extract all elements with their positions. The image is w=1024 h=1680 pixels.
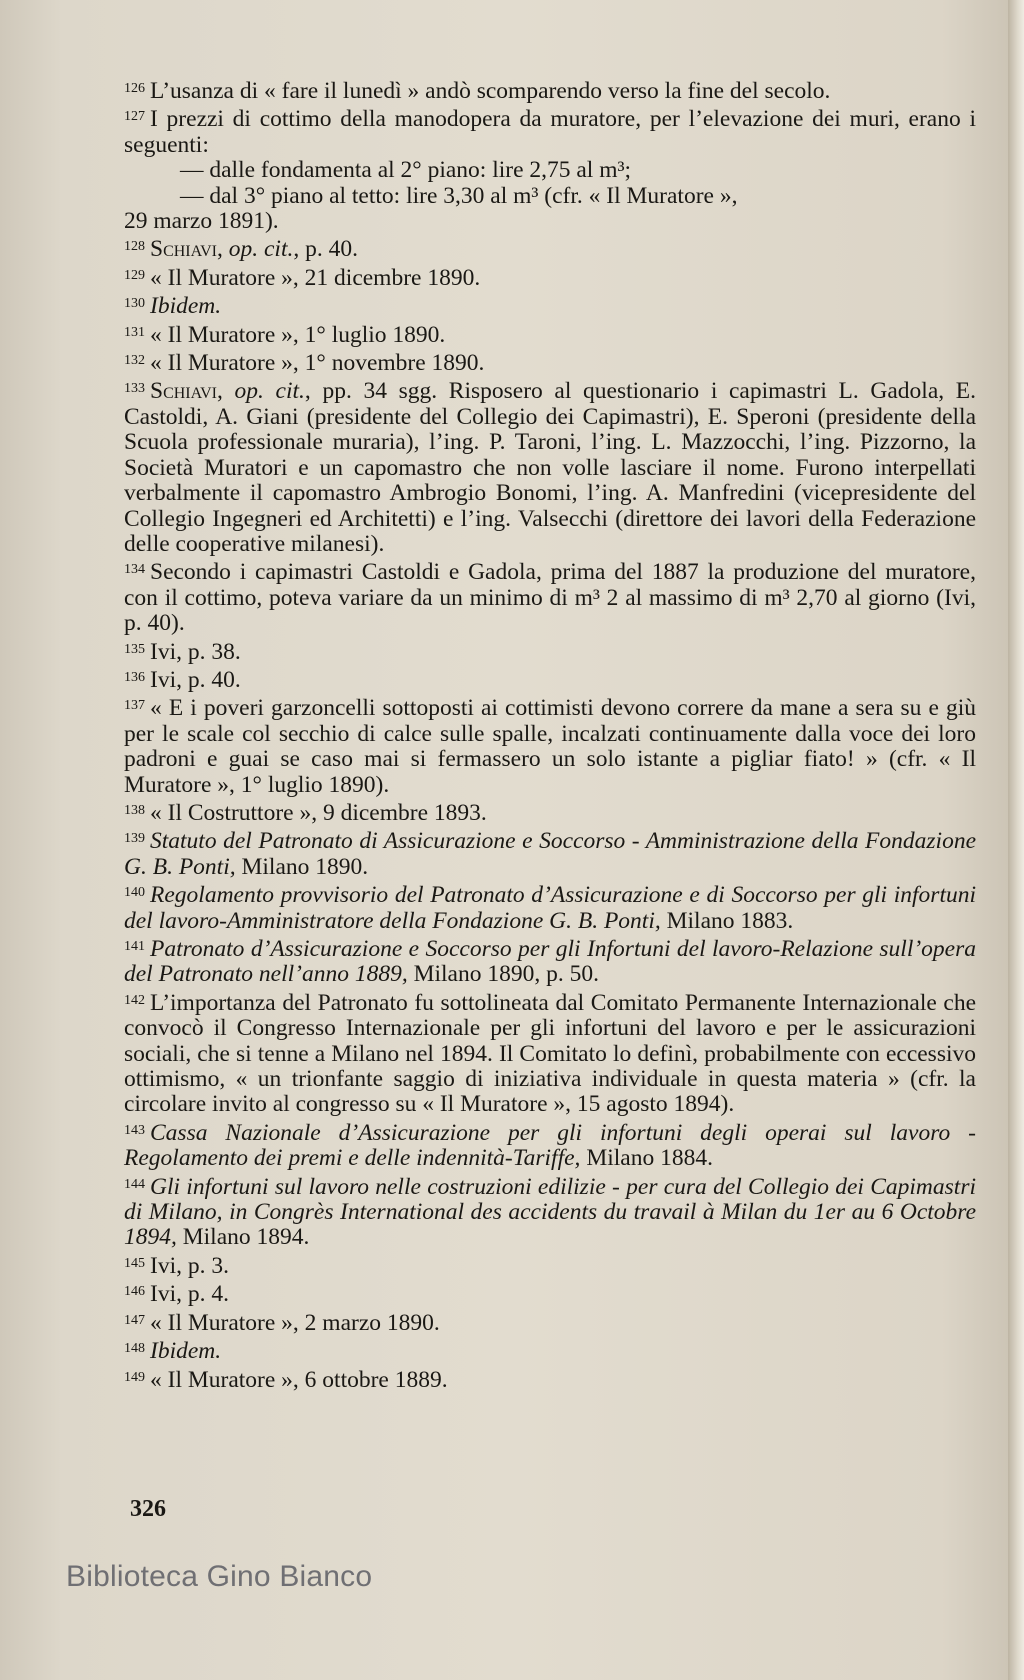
footnote-number: 126 (124, 81, 145, 96)
footnote-number: 129 (124, 267, 145, 283)
footnote-134 (124, 557, 976, 636)
footnote-140: $^{140}$ Regolamento provvisorio del Patronato d’Assicurazione e di Soccorso per gli infortuni del lavoro-Amministratore della Fondazione G. B. Ponti, Milano 1883. (124, 882, 976, 934)
footnote-number: 143 (124, 1122, 145, 1138)
footnote-147 (124, 1308, 976, 1336)
footnote-127-line-3: 29 marzo 1891). (124, 208, 279, 235)
footnote-126 (124, 76, 976, 104)
footnote-title: Cassa Nazionale d’Assicurazione per gli infortuni degli operai sul lavoro - Regolamento dei premi e delle indennità-Tariffe, (124, 1119, 976, 1172)
footnote-number: 141 (124, 939, 145, 954)
footnote-138 (124, 798, 976, 826)
footnote-136 (124, 665, 976, 693)
footnote-143: $^{143}$ Cassa Nazionale d’Assicurazione per gli infortuni degli operai sul lavoro - Regolamento dei premi e delle indennità-Tariffe, Milano 1884. (124, 1119, 976, 1172)
footnote-number: 135 (124, 641, 145, 657)
author-name: Schiavi (150, 378, 217, 405)
footnotes-block (124, 76, 976, 1393)
footnote-number: 148 (124, 1341, 145, 1357)
footnote-text: « Il Muratore », 6 ottobre 1889. (150, 1366, 448, 1393)
footnote-127 (124, 104, 976, 158)
footnote-text: Ivi, p. 40. (150, 666, 241, 693)
footnote-146 (124, 1279, 976, 1307)
footnote-129 (124, 263, 976, 291)
footnote-text: « E i poveri garzoncelli sottoposti ai cottimisti devono correre da mane a sera su e giù per le scale col secchio di calce sulle spalle, incalzati continuamente dalla voce dei loro padroni e guai se caso mai si fermassero un solo istante a pigliar fiato! » (cfr. « Il Muratore », 1° luglio 1890). (124, 695, 976, 798)
footnote-149 (124, 1365, 976, 1393)
footnote-135 (124, 637, 976, 665)
footnote-number: 140 (124, 885, 145, 901)
footnote-number: 130 (124, 296, 145, 312)
footnote-text: « Il Costruttore », 9 dicembre 1893. (150, 799, 487, 826)
footnote-text: L’usanza di « fare il lunedì » andò scomparendo verso la fine del secolo. (150, 78, 831, 104)
footnote-number: 136 (124, 669, 145, 685)
footnote-128: $^{128}$ Schiavi, op. cit., p. 40. (124, 236, 358, 263)
footnote-number: 138 (124, 802, 145, 818)
footnote-137 (124, 693, 976, 798)
footnote-number: 146 (124, 1284, 145, 1300)
footnote-127-line-1: — dalle fondamenta al 2° piano: lire 2,75 al m³; (180, 157, 632, 184)
footnote-139: $^{139}$ Statuto del Patronato di Assicurazione e Soccorso - Amministrazione della Fondazione G. B. Ponti, Milano 1890. (124, 828, 976, 880)
footnote-number: 149 (124, 1369, 145, 1385)
footnote-number: 142 (124, 992, 145, 1008)
footnote-number: 147 (124, 1312, 145, 1328)
footnote-number: 132 (124, 353, 145, 369)
footnote-number: 144 (124, 1176, 145, 1192)
footnote-number: 128 (124, 239, 145, 255)
footnote-number: 133 (124, 381, 145, 397)
footnote-text: Ivi, p. 3. (150, 1252, 229, 1279)
page-number: 326 (130, 1496, 166, 1522)
footnote-number: 131 (124, 324, 145, 340)
footnote-text: « Il Muratore », 2 marzo 1890. (150, 1309, 440, 1336)
footnote-145 (124, 1251, 976, 1279)
footnote-number: 137 (124, 698, 145, 714)
footnote-142 (124, 988, 976, 1118)
footnote-number: 127 (124, 109, 145, 125)
library-watermark: Biblioteca Gino Bianco (66, 1560, 373, 1593)
footnote-132 (124, 348, 976, 376)
footnote-text: Ivi, p. 4. (150, 1281, 229, 1308)
footnote-text: « Il Muratore », 1° luglio 1890. (150, 321, 446, 348)
author-name: Schiavi (150, 236, 217, 263)
footnote-title: Gli infortuni sul lavoro nelle costruzioni edilizie - per cura del Collegio dei Capimastri di Milano, in Congrès International des accidents du travail à Milan du 1er au 6 Octobre 1894, (124, 1173, 976, 1251)
footnote-133: $^{133}$ Schiavi, op. cit., pp. 34 sgg. Risposero al questionario i capimastri L. Gadola, E. Castoldi, A. Giani (presidente del Collegio dei Capimastri), E. Speroni (presidente della Scuola professionale muraria), l’ing. P. Taroni, l’ing. L. Mazzocchi, l’ing. Pizzorno, la Società Muratori e un capomastro che non volle lasciare il nome. Furono interpellati verbalmente il capomastro Ambrogio Bonomi, l’ing. A. Manfredini (vicepresidente del Collegio Ingegneri ed Architetti) e l’ing. Valsecchi (direttore dei lavori della Federazione delle cooperative milanesi). (124, 378, 976, 557)
footnote-144: $^{144}$ Gli infortuni sul lavoro nelle costruzioni edilizie - per cura del Collegio dei Capimastri di Milano, in Congrès International des accidents du travail à Milan du 1er au 6 Octobre 1894, Milano 1894. (124, 1173, 976, 1251)
footnote-text: L’importanza del Patronato fu sottolineata dal Comitato Permanente Internazionale che convocò il Congresso Internazionale per gli infortuni del lavoro e per le assicurazioni sociali, che si tenne a Milano nel 1894. Il Comitato lo definì, probabilmente con eccessivo ottimismo, « un trionfante saggio di iniziativa individuale in questa materia » (cfr. la circolare invito al congresso su « Il Muratore », 15 agosto 1894). (124, 989, 976, 1118)
footnote-number: 134 (124, 562, 145, 578)
footnote-141: $^{141}$ Patronato d’Assicurazione e Soccorso per gli Infortuni del lavoro-Relazione sull’opera del Patronato nell’anno 1889, Milano 1890, p. 50. (124, 936, 976, 988)
footnote-title: Regolamento provvisorio del Patronato d’Assicurazione e di Soccorso per gli infortuni del lavoro-Amministratore della Fondazione G. B. Ponti, (124, 882, 976, 934)
footnote-title: Statuto del Patronato di Assicurazione e Soccorso - Amministrazione della Fondazione G. B. Ponti, (124, 828, 976, 880)
footnote-text: I prezzi di cottimo della manodopera da muratore, per l’elevazione dei muri, erano i seguenti: (124, 106, 976, 158)
footnote-text: Ivi, p. 38. (150, 638, 241, 665)
footnote-number: 145 (124, 1255, 145, 1271)
footnote-title: Patronato d’Assicurazione e Soccorso per gli Infortuni del lavoro-Relazione sull’opera del Patronato nell’anno 1889, (124, 936, 976, 988)
footnote-number: 139 (124, 831, 145, 847)
footnote-text: Ibidem. (150, 293, 222, 320)
footnote-130 (124, 291, 976, 319)
footnote-text: « Il Muratore », 21 dicembre 1890. (150, 264, 481, 291)
page-edge-shadow (1008, 0, 1024, 1680)
footnote-text: Secondo i capimastri Castoldi e Gadola, prima del 1887 la produzione del muratore, con il cottimo, poteva variare da un minimo di m³ 2 al massimo di m³ 2,70 al giorno (Ivi, p. 40). (124, 559, 976, 637)
footnote-127-line-2: — dal 3° piano al tetto: lire 3,30 al m³ (cfr. « Il Muratore », (180, 182, 738, 209)
citation-ref: op. cit. (228, 236, 294, 263)
citation-ref: op. cit. (234, 378, 305, 405)
footnote-text: Ibidem. (150, 1338, 222, 1365)
footnote-131 (124, 320, 976, 348)
footnote-148 (124, 1336, 976, 1364)
footnote-text: « Il Muratore », 1° novembre 1890. (150, 350, 485, 377)
